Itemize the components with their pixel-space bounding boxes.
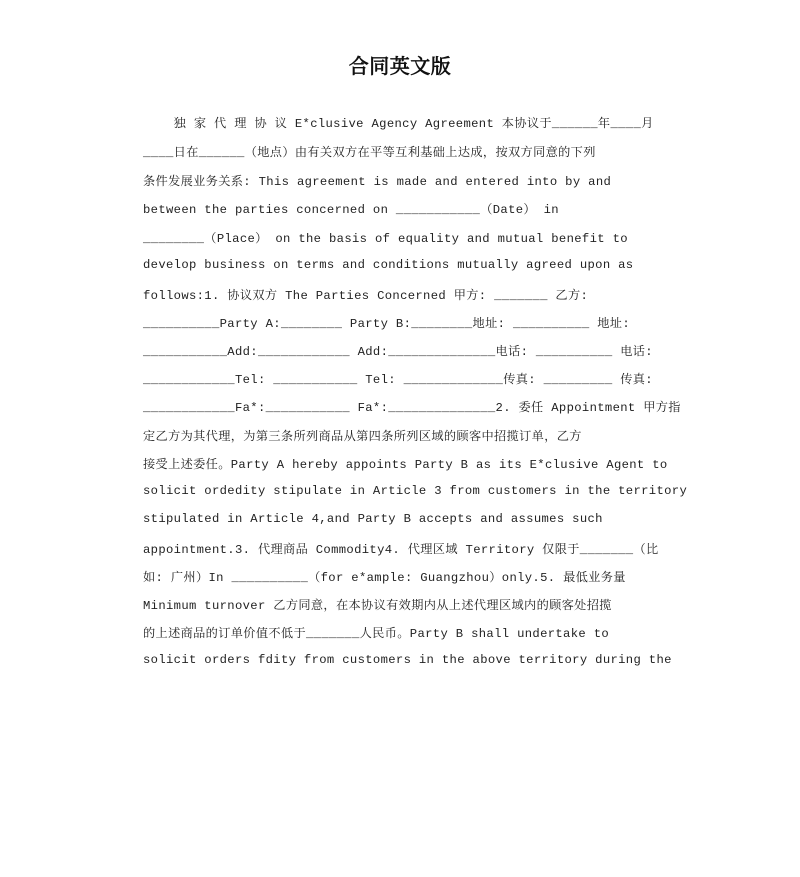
body-line: develop business on terms and conditions mutually agreed upon as: [143, 258, 634, 272]
body-line: ____日在______（地点）由有关双方在平等互利基础上达成，按双方同意的下列: [143, 146, 596, 160]
body-line: solicit orders fdity from customers in the above territory during the: [143, 653, 672, 667]
body-line: 定乙方为其代理，为第三条所列商品从第四条所列区域的顾客中招揽订单，乙方: [143, 430, 582, 444]
body-line: 如: 广州）In __________（for e*ample: Guangzhou）only.5. 最低业务量: [143, 571, 626, 585]
body-line: Minimum turnover 乙方同意，在本协议有效期内从上述代理区域内的顾客处招揽: [143, 599, 612, 613]
body-line: __________Party A:________ Party B:________地址: __________ 地址:: [143, 317, 630, 331]
body-line: appointment.3. 代理商品 Commodity4. 代理区域 Territory 仅限于_______（比: [143, 543, 659, 557]
body-line: ___________Add:____________ Add:______________电话: __________ 电话:: [143, 345, 653, 359]
body-line: 的上述商品的订单价值不低于_______人民币。Party B shall undertake to: [143, 627, 610, 641]
document-title: 合同英文版: [348, 54, 452, 78]
body-line: 条件发展业务关系: This agreement is made and entered into by and: [143, 175, 612, 189]
body-line: ________（Place） on the basis of equality and mutual benefit to: [143, 232, 628, 246]
body-line: between the parties concerned on ___________（Date） in: [143, 203, 559, 217]
body-line: 独 家 代 理 协 议 E*clusive Agency Agreement 本协议于______年____月: [143, 117, 654, 131]
body-line: ____________Fa*:___________ Fa*:______________2. 委任 Appointment 甲方指: [143, 401, 681, 415]
body-line: ____________Tel: ___________ Tel: _____________传真: _________ 传真:: [143, 373, 653, 387]
body-line: solicit ordedity stipulate in Article 3 from customers in the territory: [143, 484, 688, 498]
body-line: follows:1. 协议双方 The Parties Concerned 甲方: _______ 乙方:: [143, 289, 589, 303]
body-line: stipulated in Article 4,and Party B accepts and assumes such: [143, 512, 603, 526]
body-line: 接受上述委任。Party A hereby appoints Party B as its E*clusive Agent to: [143, 458, 668, 472]
